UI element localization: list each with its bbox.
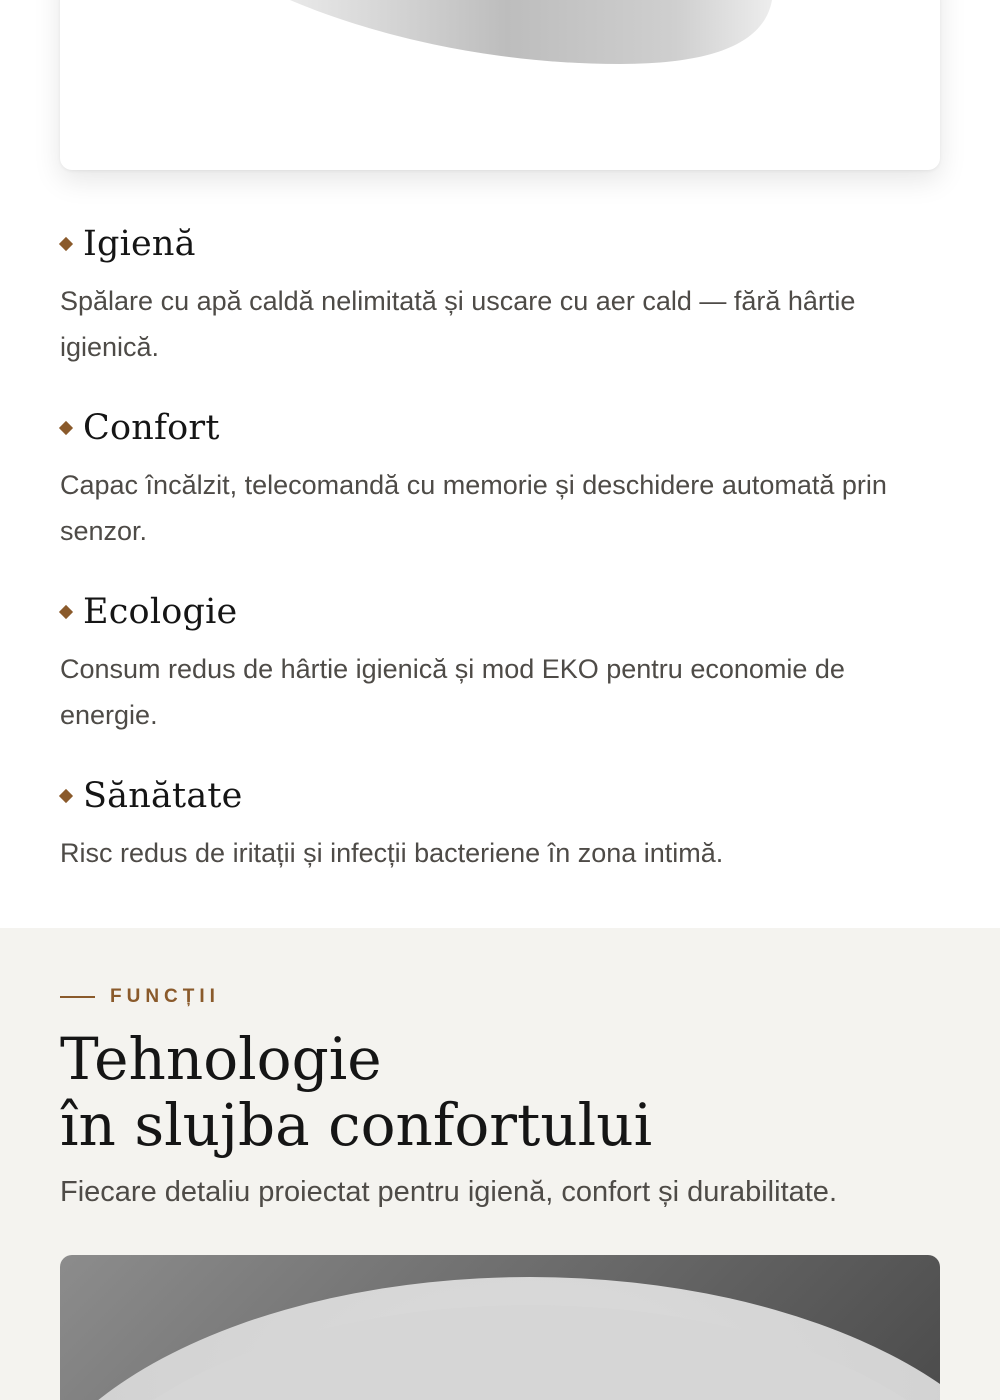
section-eyebrow bbox=[60, 986, 220, 1008]
section-title-line-2: în slujba confortului bbox=[60, 1091, 653, 1159]
section-title-line-1: Tehnologie bbox=[60, 1025, 382, 1093]
benefit-description: Capac încălzit, telecomandă cu memorie și deschidere automată prin senzor. bbox=[60, 470, 887, 546]
eyebrow-label: FUNCȚII bbox=[110, 986, 220, 1007]
section-subtitle: Fiecare detaliu proiectat pentru igienă, confort și durabilitate. bbox=[60, 1176, 837, 1208]
benefit-title: Ecologie bbox=[83, 592, 238, 632]
benefit-title: Igienă bbox=[83, 224, 196, 264]
section-title bbox=[60, 1026, 652, 1158]
benefit-description: Consum redus de hârtie igienică și mod EKO pentru economie de energie. bbox=[60, 654, 845, 730]
features-section bbox=[0, 928, 1000, 1400]
product-image-card bbox=[60, 0, 940, 170]
benefit-item-ecology bbox=[60, 586, 940, 738]
benefit-item-comfort bbox=[60, 402, 940, 554]
diamond-bullet-icon bbox=[59, 605, 73, 619]
benefit-item-health bbox=[60, 770, 940, 876]
benefit-title: Confort bbox=[83, 408, 220, 448]
feature-image-graphic bbox=[60, 1255, 940, 1400]
benefit-item-hygiene bbox=[60, 218, 940, 370]
product-image bbox=[60, 0, 940, 170]
feature-image bbox=[60, 1255, 940, 1400]
benefit-title: Sănătate bbox=[83, 776, 243, 816]
diamond-bullet-icon bbox=[59, 789, 73, 803]
diamond-bullet-icon bbox=[59, 421, 73, 435]
diamond-bullet-icon bbox=[59, 237, 73, 251]
eyebrow-divider bbox=[60, 996, 95, 998]
benefits-list bbox=[60, 218, 940, 908]
benefit-description: Risc redus de iritații și infecții bacteriene în zona intimă. bbox=[60, 838, 724, 868]
benefit-description: Spălare cu apă caldă nelimitată și uscare cu aer cald — fără hârtie igienică. bbox=[60, 286, 856, 362]
